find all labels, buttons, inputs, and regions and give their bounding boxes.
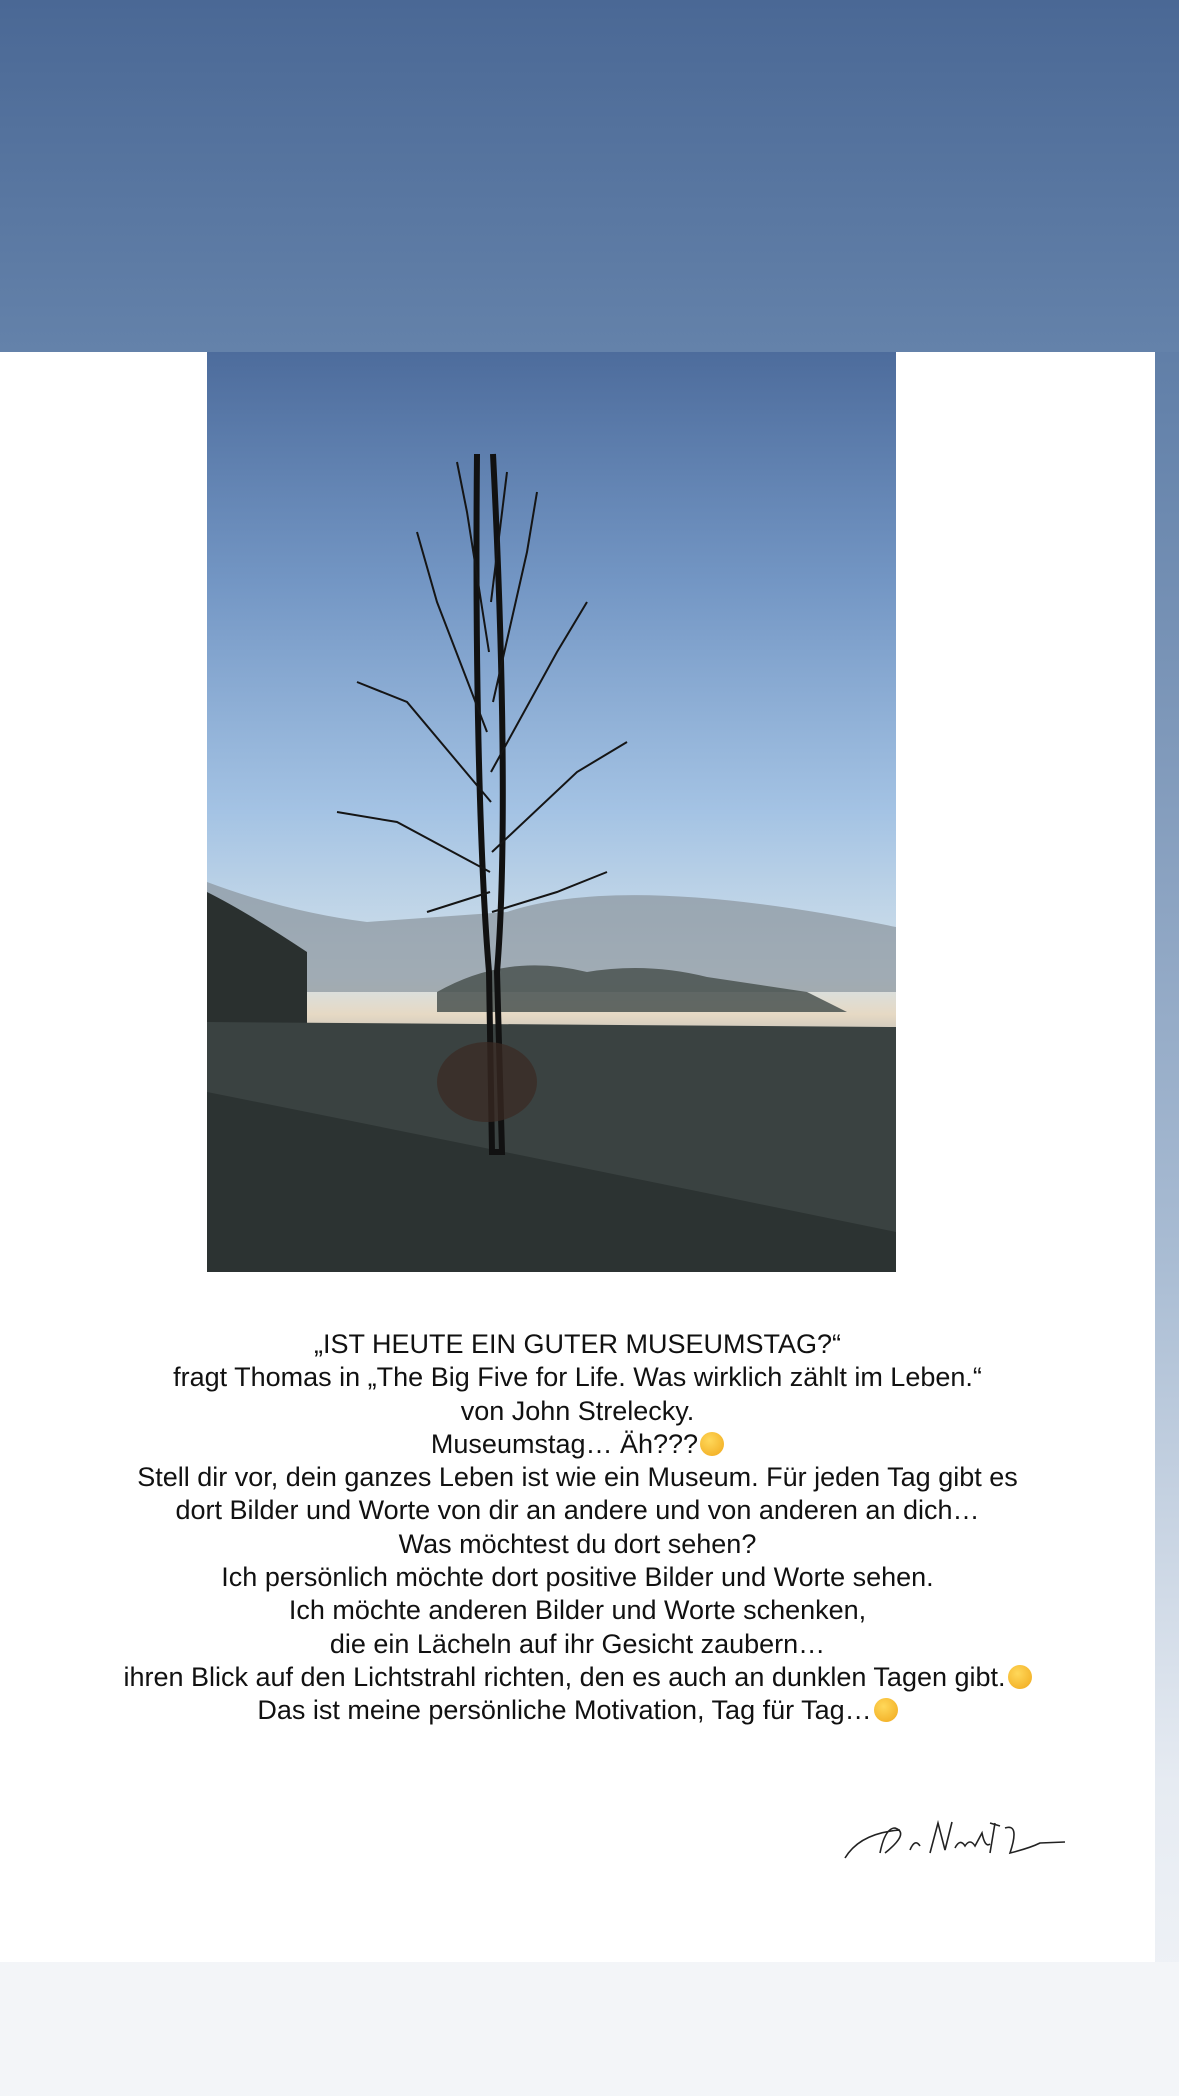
tree-landscape-illustration [207, 352, 896, 1272]
text-line: dort Bilder und Worte von dir an andere und von anderen an dich… [175, 1495, 980, 1526]
text-line: Was möchtest du dort sehen? [398, 1528, 757, 1559]
background-top [0, 0, 1179, 352]
text-line-with-emoji [0, 1661, 1155, 1694]
text-segment: Das ist meine persönliche Motivation, Tag für Tag… [257, 1695, 872, 1726]
text-segment: ihren Blick auf den Lichtstrahl richten, den es auch an dunklen Tagen gibt. [123, 1661, 1006, 1692]
text-line-with-emoji [0, 1694, 1155, 1727]
monocle-face-emoji-icon [700, 1432, 724, 1456]
text-line: die ein Lächeln auf ihr Gesicht zaubern… [329, 1628, 826, 1659]
text-line: Stell dir vor, dein ganzes Leben ist wie ein Museum. Für jeden Tag gibt es [137, 1462, 1018, 1493]
text-line: Ich möchte anderen Bilder und Worte schenken, [288, 1595, 867, 1626]
post-text [0, 1328, 1155, 1728]
text-line: Ich persönlich möchte dort positive Bilder und Worte sehen. [221, 1562, 934, 1593]
smiling-face-emoji-icon [874, 1698, 898, 1722]
signature-image [840, 1808, 1070, 1868]
text-line: fragt Thomas in „The Big Five for Life. Was wirklich zählt im Leben.“ [173, 1362, 982, 1393]
text-line: von John Strelecky. [460, 1395, 695, 1426]
text-segment: Museumstag… Äh??? [430, 1428, 699, 1459]
landscape-photo [207, 352, 896, 1272]
sun-face-emoji-icon [1008, 1665, 1032, 1689]
text-line-with-emoji [0, 1428, 1155, 1461]
background-bottom [0, 1962, 1179, 2096]
quote-title: „IST HEUTE EIN GUTER MUSEUMSTAG?“ [313, 1329, 842, 1359]
